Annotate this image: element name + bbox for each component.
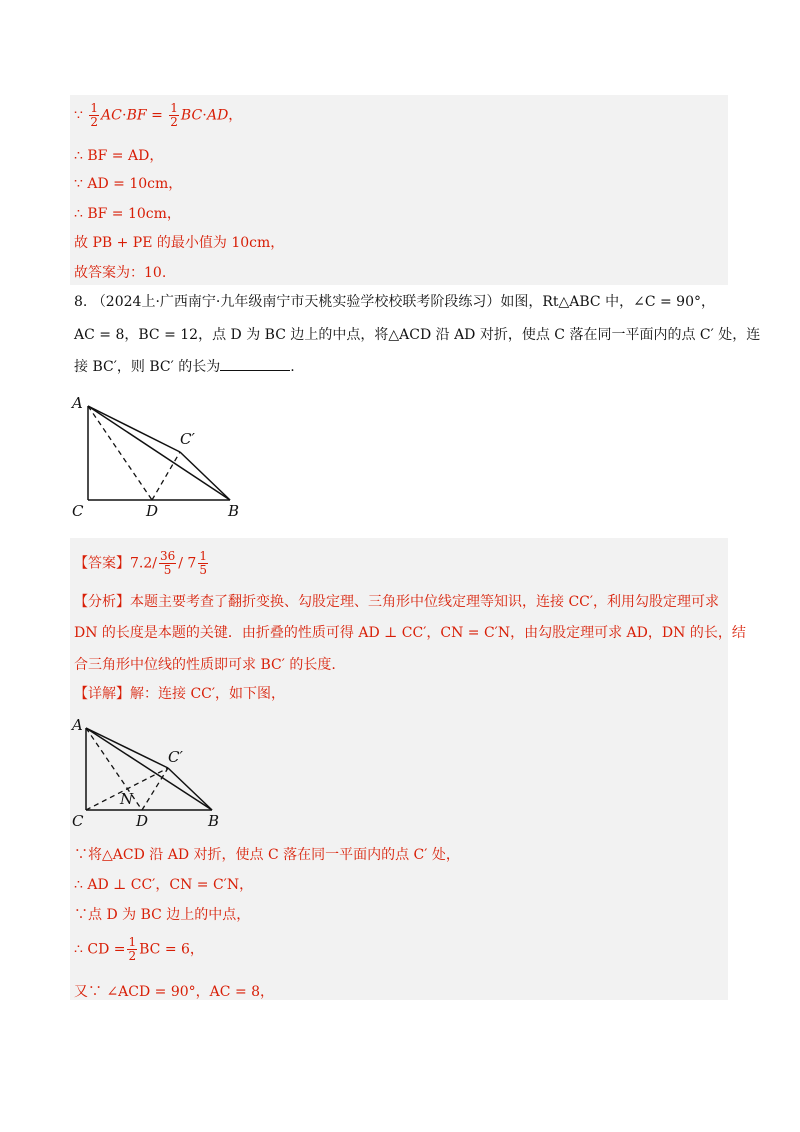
label-A: A xyxy=(72,716,83,734)
solution-line-4: ∴ BF = 10cm， xyxy=(74,206,181,222)
label-C: C xyxy=(72,502,84,520)
dashed-AD xyxy=(86,728,142,810)
segment-C-prime-B xyxy=(180,452,230,500)
label-B: B xyxy=(228,502,240,520)
solution-line-1: ∵ $\frac{1}{2}$ AC⋅BF = $\frac{1}{2}$ BC⋅AD， xyxy=(74,101,243,129)
analysis-line-1: 【分析】本题主要考查了翻折变换、勾股定理、三角形中位线定理等知识，连接 CC′，利用勾股定理可求 xyxy=(74,594,720,610)
label-C-prime: C′ xyxy=(168,748,183,766)
solution-line-6: 故答案为：10. xyxy=(74,265,167,281)
question-line-3: 接 BC′，则 BC′ 的长为 . xyxy=(74,356,295,377)
label-D: D xyxy=(136,812,149,830)
segment-AC-prime xyxy=(88,406,180,452)
segment-AC-prime xyxy=(86,728,168,768)
answer-blank[interactable] xyxy=(220,356,290,371)
solution-line-3: ∵ AD = 10cm， xyxy=(74,176,183,192)
analysis-line-2: DN 的长度是本题的关键．由折叠的性质可得 AD ⊥ CC′，CN = C′N，由勾股定理可求 AD，DN 的长，结 xyxy=(74,625,746,641)
label-D: D xyxy=(146,502,159,520)
label-B: B xyxy=(208,812,220,830)
step-1: ∵将△ACD 沿 AD 对折，使点 C 落在同一平面内的点 C′ 处， xyxy=(74,847,460,863)
answer-line: 【答案】7.2/ $\frac{36}{5}$ / 7 $\frac{1}{5}$ xyxy=(74,549,207,577)
dashed-DC-prime xyxy=(142,768,168,810)
step-3: ∵点 D 为 BC 边上的中点， xyxy=(74,907,251,923)
step-4: ∴ CD = $\frac{1}{2}$ BC = 6， xyxy=(74,935,204,963)
analysis-tag: 【分析】 xyxy=(74,594,130,610)
label-N: N xyxy=(120,790,134,808)
segment-AB xyxy=(86,728,212,810)
label-C: C xyxy=(72,812,84,830)
detail-line-1: 【详解】解：连接 CC′，如下图， xyxy=(74,686,286,702)
dashed-DC-prime xyxy=(152,452,180,500)
segment-C-prime-B xyxy=(168,768,212,810)
figure-triangle-fold-with-N xyxy=(68,712,238,832)
question-line-2: AC = 8，BC = 12，点 D 为 BC 边上的中点，将△ACD 沿 AD 对折，使点 C 落在同一平面内的点 C′ 处，连 xyxy=(74,327,761,343)
step-2: ∴ AD ⊥ CC′，CN = C′N， xyxy=(74,877,254,893)
answer-tag: 【答案】 xyxy=(74,555,130,572)
figure-triangle-fold xyxy=(68,392,258,522)
solution-line-2: ∴ BF = AD， xyxy=(74,148,164,164)
label-C-prime: C′ xyxy=(180,430,195,448)
label-A: A xyxy=(72,394,83,412)
analysis-line-3: 合三角形中位线的性质即可求 BC′ 的长度. xyxy=(74,657,336,673)
solution-line-5: 故 PB + PE 的最小值为 10cm， xyxy=(74,235,285,251)
question-line-1: 8. （2024上·广西南宁·九年级南宁市天桃实验学校校联考阶段练习）如图，Rt△ABC 中，∠C = 90°， xyxy=(74,294,715,310)
detail-tag: 【详解】 xyxy=(74,686,130,702)
dashed-AD xyxy=(88,406,152,500)
segment-AB xyxy=(88,406,230,500)
question-number: 8. xyxy=(74,294,88,310)
step-5: 又∵ ∠ACD = 90°，AC = 8， xyxy=(74,984,275,1000)
